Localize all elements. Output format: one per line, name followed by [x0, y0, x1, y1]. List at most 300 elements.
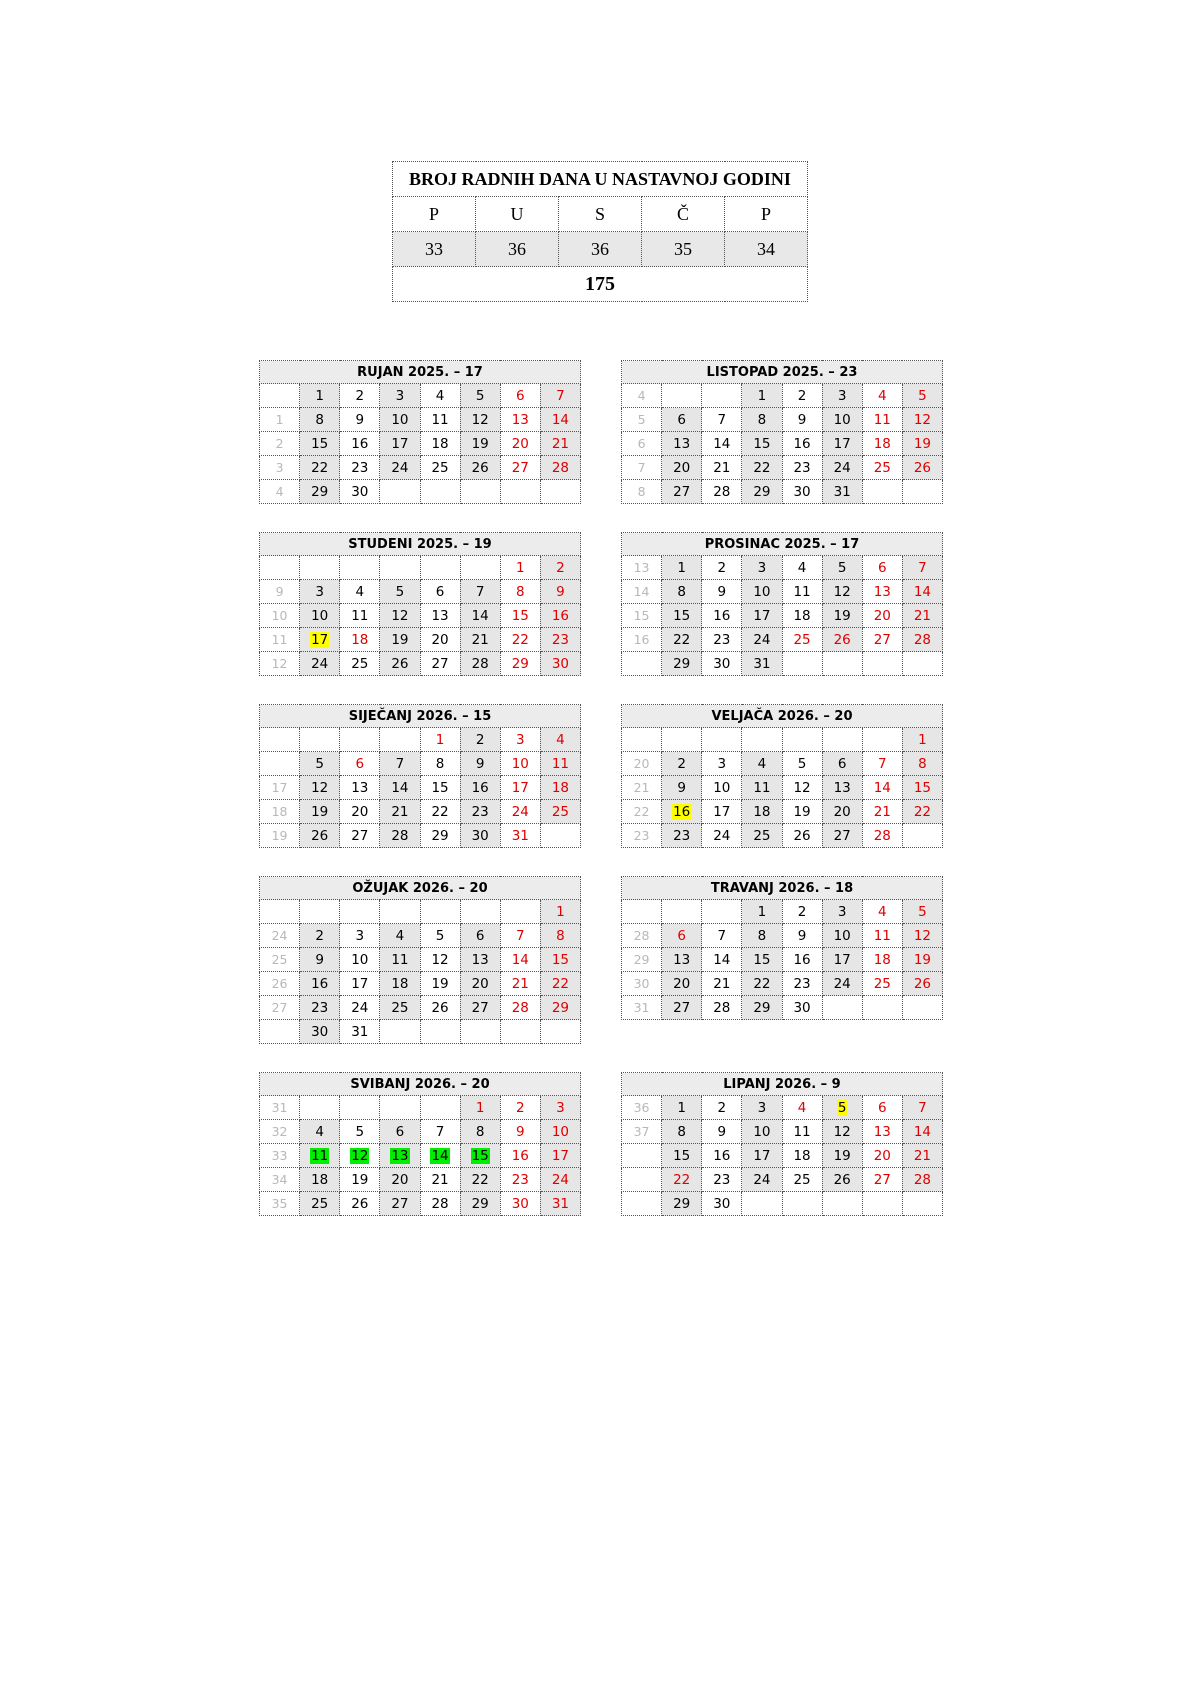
- week-number: 37: [622, 1120, 662, 1144]
- day-number: 20: [873, 607, 891, 624]
- day-number: 29: [311, 483, 329, 500]
- day-cell: [540, 728, 580, 752]
- day-cell: [782, 556, 822, 580]
- month-calendar: [259, 360, 581, 504]
- day-cell: [460, 1020, 500, 1044]
- day-cell: [540, 1096, 580, 1120]
- day-number: 13: [471, 951, 489, 968]
- day-cell: [460, 580, 500, 604]
- day-number: 24: [391, 459, 409, 476]
- day-cell: [300, 652, 340, 676]
- day-number: 21: [471, 631, 489, 648]
- day-cell: [782, 580, 822, 604]
- day-number: 2: [677, 755, 686, 772]
- day-number: 20: [673, 975, 691, 992]
- day-cell: [702, 948, 742, 972]
- day-cell: [340, 800, 380, 824]
- week-row: [260, 824, 581, 848]
- day-cell: [460, 628, 500, 652]
- month-title: LISTOPAD 2025. – 23: [622, 361, 943, 384]
- day-number: 24: [311, 655, 329, 672]
- week-row: [622, 1144, 943, 1168]
- day-cell: [702, 652, 742, 676]
- day-number: 8: [516, 583, 525, 600]
- summary-day-count: 36: [476, 232, 559, 267]
- day-cell: [782, 1168, 822, 1192]
- day-number: 12: [351, 1147, 369, 1164]
- week-row: [260, 1192, 581, 1216]
- day-cell: [822, 604, 862, 628]
- day-number: 11: [431, 411, 449, 428]
- summary-day-count: 35: [642, 232, 725, 267]
- day-cell: [300, 728, 340, 752]
- day-number: 29: [471, 1195, 489, 1212]
- day-cell: [300, 556, 340, 580]
- day-cell: [782, 1120, 822, 1144]
- week-number: 10: [260, 604, 300, 628]
- week-number: 9: [260, 580, 300, 604]
- day-number: 23: [311, 999, 329, 1016]
- day-number: 20: [391, 1171, 409, 1188]
- day-cell: [340, 384, 380, 408]
- day-number: 20: [873, 1147, 891, 1164]
- day-cell: [702, 752, 742, 776]
- day-cell: [742, 972, 782, 996]
- day-number: 4: [355, 583, 365, 600]
- day-cell: [862, 948, 902, 972]
- day-cell: [300, 580, 340, 604]
- day-number: 1: [516, 559, 525, 576]
- day-number: 19: [833, 1147, 851, 1164]
- day-cell: [380, 480, 420, 504]
- day-cell: [662, 824, 702, 848]
- day-number: 17: [551, 1147, 570, 1164]
- day-number: 13: [873, 1123, 891, 1140]
- day-number: 13: [431, 607, 449, 624]
- week-number: 7: [622, 456, 662, 480]
- week-row: [622, 408, 943, 432]
- day-cell: [782, 480, 822, 504]
- day-cell: [862, 604, 902, 628]
- day-cell: [420, 384, 460, 408]
- day-number: 23: [713, 1171, 731, 1188]
- day-cell: [662, 408, 702, 432]
- day-cell: [902, 1120, 942, 1144]
- day-cell: [862, 408, 902, 432]
- day-number: 24: [753, 631, 771, 648]
- day-cell: [902, 604, 942, 628]
- week-number: 5: [622, 408, 662, 432]
- day-number: 5: [837, 559, 847, 576]
- day-cell: [420, 1120, 460, 1144]
- day-number: 15: [431, 779, 449, 796]
- day-cell: [862, 1144, 902, 1168]
- day-cell: [340, 432, 380, 456]
- day-cell: [500, 728, 540, 752]
- day-number: 23: [793, 459, 811, 476]
- day-number: 3: [837, 903, 847, 920]
- day-number: 14: [713, 951, 731, 968]
- day-number: 22: [311, 459, 329, 476]
- day-cell: [540, 480, 580, 504]
- day-cell: [420, 924, 460, 948]
- day-cell: [702, 972, 742, 996]
- week-row: [260, 728, 581, 752]
- summary-day-count: 33: [393, 232, 476, 267]
- day-cell: [782, 1144, 822, 1168]
- day-cell: [742, 924, 782, 948]
- day-number: 9: [717, 1123, 727, 1140]
- day-number: 2: [717, 1099, 727, 1116]
- day-number: 11: [311, 1147, 329, 1164]
- day-number: 28: [713, 483, 731, 500]
- day-number: 27: [873, 631, 891, 648]
- week-row: [622, 456, 943, 480]
- day-number: 7: [918, 1099, 927, 1116]
- week-row: [622, 1096, 943, 1120]
- day-number: 18: [753, 803, 771, 820]
- week-row: [260, 1096, 581, 1120]
- day-cell: [540, 580, 580, 604]
- day-number: 3: [395, 387, 405, 404]
- day-cell: [862, 384, 902, 408]
- week-number: [622, 728, 662, 752]
- day-number: 23: [511, 1171, 529, 1188]
- week-row: [622, 652, 943, 676]
- day-number: 22: [551, 975, 570, 992]
- week-row: [260, 432, 581, 456]
- day-number: 11: [391, 951, 409, 968]
- day-cell: [460, 776, 500, 800]
- day-number: 2: [355, 387, 365, 404]
- day-cell: [420, 728, 460, 752]
- day-number: 24: [551, 1171, 570, 1188]
- day-cell: [902, 1192, 942, 1216]
- day-cell: [662, 924, 702, 948]
- summary-day-label: Č: [642, 197, 725, 232]
- day-number: 17: [833, 435, 851, 452]
- week-row: [260, 628, 581, 652]
- day-number: 30: [793, 483, 811, 500]
- day-number: 18: [431, 435, 449, 452]
- day-cell: [460, 1192, 500, 1216]
- day-cell: [420, 948, 460, 972]
- day-cell: [460, 556, 500, 580]
- week-number: 21: [622, 776, 662, 800]
- day-number: 29: [511, 655, 529, 672]
- day-number: 21: [431, 1171, 449, 1188]
- day-number: 14: [471, 607, 489, 624]
- day-cell: [500, 408, 540, 432]
- day-number: 30: [511, 1195, 529, 1212]
- day-cell: [902, 580, 942, 604]
- day-cell: [702, 556, 742, 580]
- day-cell: [822, 408, 862, 432]
- day-number: 10: [511, 755, 529, 772]
- week-row: [622, 948, 943, 972]
- day-number: 1: [435, 731, 445, 748]
- day-cell: [822, 972, 862, 996]
- day-cell: [902, 972, 942, 996]
- day-number: 22: [673, 1171, 691, 1188]
- day-number: 27: [673, 483, 691, 500]
- day-cell: [540, 652, 580, 676]
- day-number: 4: [797, 1099, 807, 1116]
- day-number: 7: [395, 755, 405, 772]
- day-number: 28: [471, 655, 489, 672]
- day-cell: [822, 432, 862, 456]
- day-cell: [300, 408, 340, 432]
- day-number: 25: [793, 1171, 811, 1188]
- month-calendar: [621, 360, 943, 504]
- day-number: 22: [673, 631, 691, 648]
- day-cell: [380, 728, 420, 752]
- day-cell: [340, 652, 380, 676]
- day-number: 10: [351, 951, 369, 968]
- day-cell: [902, 776, 942, 800]
- day-cell: [380, 924, 420, 948]
- day-number: 16: [673, 803, 691, 820]
- day-number: 25: [311, 1195, 329, 1212]
- day-number: 13: [351, 779, 369, 796]
- day-number: 21: [913, 1147, 932, 1164]
- day-number: 15: [311, 435, 329, 452]
- day-number: 17: [713, 803, 731, 820]
- day-number: 8: [435, 755, 445, 772]
- day-number: 16: [471, 779, 489, 796]
- day-cell: [782, 604, 822, 628]
- week-number: [622, 1192, 662, 1216]
- week-number: 17: [260, 776, 300, 800]
- day-cell: [822, 480, 862, 504]
- day-cell: [822, 1168, 862, 1192]
- day-cell: [902, 924, 942, 948]
- day-cell: [862, 996, 902, 1020]
- day-number: 2: [717, 559, 727, 576]
- day-number: 5: [918, 387, 927, 404]
- day-number: 2: [556, 559, 565, 576]
- week-row: [260, 408, 581, 432]
- week-row: [260, 948, 581, 972]
- day-number: 23: [471, 803, 489, 820]
- day-cell: [782, 628, 822, 652]
- day-number: 26: [793, 827, 811, 844]
- day-cell: [822, 752, 862, 776]
- day-number: 10: [713, 779, 731, 796]
- day-cell: [702, 924, 742, 948]
- day-cell: [742, 776, 782, 800]
- day-cell: [702, 996, 742, 1020]
- day-cell: [340, 776, 380, 800]
- day-cell: [540, 1168, 580, 1192]
- day-number: 13: [673, 951, 691, 968]
- day-number: 28: [391, 827, 409, 844]
- day-cell: [662, 752, 702, 776]
- day-cell: [420, 1020, 460, 1044]
- day-cell: [902, 556, 942, 580]
- week-row: [260, 1020, 581, 1044]
- day-cell: [340, 628, 380, 652]
- day-cell: [742, 480, 782, 504]
- day-cell: [742, 800, 782, 824]
- day-number: 2: [797, 387, 807, 404]
- day-number: 1: [677, 1099, 686, 1116]
- day-cell: [782, 776, 822, 800]
- day-number: 14: [511, 951, 529, 968]
- day-number: 31: [833, 483, 851, 500]
- day-number: 5: [395, 583, 405, 600]
- day-cell: [420, 900, 460, 924]
- day-number: 9: [475, 755, 485, 772]
- day-number: 9: [556, 583, 565, 600]
- day-cell: [782, 652, 822, 676]
- day-cell: [540, 628, 580, 652]
- week-row: [260, 900, 581, 924]
- day-number: 6: [355, 755, 365, 772]
- day-cell: [340, 604, 380, 628]
- day-cell: [380, 996, 420, 1020]
- day-cell: [540, 948, 580, 972]
- day-cell: [662, 1120, 702, 1144]
- day-cell: [380, 432, 420, 456]
- week-row: [622, 556, 943, 580]
- day-number: 10: [753, 1123, 771, 1140]
- day-cell: [862, 628, 902, 652]
- day-number: 12: [833, 583, 851, 600]
- day-number: 19: [913, 951, 932, 968]
- month-title: TRAVANJ 2026. – 18: [622, 877, 943, 900]
- day-number: 11: [873, 927, 891, 944]
- day-number: 3: [717, 755, 727, 772]
- day-number: 19: [833, 607, 851, 624]
- week-number: [260, 728, 300, 752]
- day-number: 21: [873, 803, 891, 820]
- day-cell: [460, 752, 500, 776]
- day-number: 31: [551, 1195, 570, 1212]
- day-number: 16: [793, 435, 811, 452]
- day-number: 27: [351, 827, 369, 844]
- day-cell: [420, 972, 460, 996]
- day-number: 20: [431, 631, 449, 648]
- day-number: 17: [753, 607, 771, 624]
- week-row: [622, 384, 943, 408]
- day-number: 17: [311, 631, 329, 648]
- day-number: 19: [471, 435, 489, 452]
- day-number: 19: [351, 1171, 369, 1188]
- day-number: 18: [551, 779, 570, 796]
- day-cell: [862, 432, 902, 456]
- day-number: 27: [431, 655, 449, 672]
- day-cell: [300, 1192, 340, 1216]
- day-cell: [500, 752, 540, 776]
- week-row: [622, 924, 943, 948]
- day-number: 18: [391, 975, 409, 992]
- day-cell: [540, 776, 580, 800]
- day-cell: [862, 1168, 902, 1192]
- day-number: 7: [717, 411, 727, 428]
- day-cell: [822, 556, 862, 580]
- day-cell: [742, 728, 782, 752]
- day-cell: [782, 948, 822, 972]
- day-number: 22: [511, 631, 529, 648]
- day-cell: [500, 800, 540, 824]
- week-row: [622, 432, 943, 456]
- day-number: 21: [713, 459, 731, 476]
- day-cell: [380, 824, 420, 848]
- week-number: 34: [260, 1168, 300, 1192]
- day-cell: [742, 1168, 782, 1192]
- day-number: 17: [511, 779, 529, 796]
- day-cell: [662, 456, 702, 480]
- day-cell: [902, 480, 942, 504]
- week-number: 11: [260, 628, 300, 652]
- day-number: 8: [757, 411, 767, 428]
- day-number: 30: [713, 655, 731, 672]
- day-cell: [300, 996, 340, 1020]
- day-number: 7: [878, 755, 887, 772]
- day-cell: [300, 456, 340, 480]
- day-number: 5: [435, 927, 445, 944]
- day-cell: [662, 1144, 702, 1168]
- day-cell: [460, 996, 500, 1020]
- day-cell: [702, 408, 742, 432]
- day-number: 28: [913, 631, 932, 648]
- day-number: 1: [918, 731, 927, 748]
- day-number: 7: [475, 583, 485, 600]
- day-number: 12: [311, 779, 329, 796]
- day-cell: [540, 752, 580, 776]
- day-number: 12: [431, 951, 449, 968]
- day-cell: [420, 1168, 460, 1192]
- day-number: 11: [793, 1123, 811, 1140]
- day-cell: [782, 972, 822, 996]
- day-number: 28: [913, 1171, 932, 1188]
- week-row: [260, 996, 581, 1020]
- day-cell: [540, 900, 580, 924]
- day-cell: [460, 604, 500, 628]
- day-number: 17: [391, 435, 409, 452]
- day-cell: [862, 900, 902, 924]
- day-cell: [782, 384, 822, 408]
- day-number: 24: [713, 827, 731, 844]
- day-number: 3: [757, 559, 767, 576]
- day-number: 4: [395, 927, 405, 944]
- day-cell: [340, 1192, 380, 1216]
- day-number: 5: [797, 755, 807, 772]
- day-cell: [420, 604, 460, 628]
- day-number: 15: [471, 1147, 489, 1164]
- day-number: 30: [311, 1023, 329, 1040]
- day-cell: [420, 1192, 460, 1216]
- day-cell: [702, 456, 742, 480]
- day-cell: [460, 824, 500, 848]
- day-cell: [822, 580, 862, 604]
- day-cell: [460, 900, 500, 924]
- day-number: 9: [315, 951, 324, 968]
- day-number: 18: [873, 435, 891, 452]
- day-number: 8: [677, 1123, 686, 1140]
- day-number: 19: [311, 803, 329, 820]
- day-cell: [420, 652, 460, 676]
- day-cell: [300, 752, 340, 776]
- day-cell: [822, 924, 862, 948]
- day-cell: [500, 1168, 540, 1192]
- month-calendar: [621, 876, 943, 1020]
- day-cell: [862, 1096, 902, 1120]
- day-cell: [902, 728, 942, 752]
- day-cell: [702, 1120, 742, 1144]
- day-number: 6: [395, 1123, 405, 1140]
